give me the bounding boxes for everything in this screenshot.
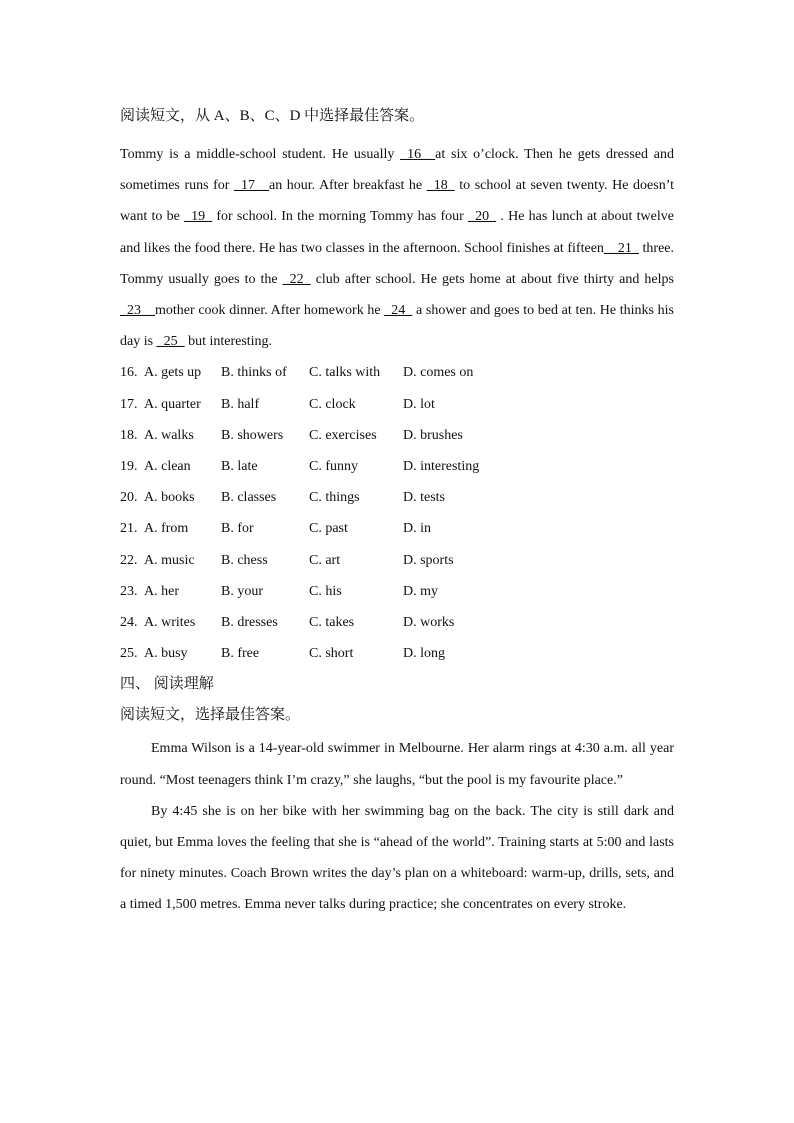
option-c: C. talks with	[309, 365, 381, 381]
option-b: B. free	[221, 646, 260, 662]
option-c: C. takes	[309, 614, 355, 630]
option-d: D. comes on	[403, 365, 474, 381]
reading-paragraph-2: By 4:45 she is on her bike with her swimming bag on the back. The city is still dark and quiet, but Emma loves the feeling that she is “ahead of the world”. Training starts at 5:00 and lasts for ninety minutes. Coach Brown writes the day’s plan on a whiteboard: warm-up, drills, sets, and a timed 1,500 metres. Emma never talks during practice; she concentrates on every stroke.	[120, 803, 674, 913]
question-row: 16. A. gets up B. thinks of C. talks with D. comes on	[120, 357, 674, 388]
question-row: 19. A. clean B. late C. funny D. interesting	[120, 451, 674, 482]
option-a: A. writes	[144, 614, 196, 630]
option-d: D. tests	[403, 490, 445, 506]
cloze-passage: Tommy is a middle-school student. He usually _16__at six o’clock. Then he gets dressed and sometimes runs for _17__an hour. After breakfast he _18_ to school at seven twenty. He doesn’t want to be _19_ for school. In the morning Tommy has four _20_ . He has lunch at about twelve and likes the food there. He has two classes in the afternoon. School finishes at fifteen__21_ three. Tommy usually goes to the _22_ club after school. He gets home at about five thirty and helps _23__mother cook dinner. After homework he _24_ a shower and goes to bed at ten. He thinks his day is _25_ but interesting.	[120, 147, 674, 350]
question-row: 21. A. from B. for C. past D. in	[120, 513, 674, 544]
option-c: C. exercises	[309, 427, 377, 443]
option-d: D. works	[403, 614, 455, 630]
question-list	[120, 357, 674, 669]
option-a: A. from	[144, 521, 189, 537]
option-c: C. his	[309, 583, 342, 599]
option-a: A. quarter	[144, 396, 201, 412]
option-c: C. past	[309, 521, 348, 537]
blank-20: _20_	[468, 209, 497, 225]
option-c: C. things	[309, 490, 360, 506]
worksheet-page	[120, 100, 674, 921]
option-c: C. short	[309, 646, 354, 662]
option-a: A. books	[144, 490, 195, 506]
question-row: 22. A. music B. chess C. art D. sports	[120, 545, 674, 576]
option-b: B. late	[221, 458, 258, 474]
question-row: 24. A. writes B. dresses C. takes D. works	[120, 607, 674, 638]
question-row: 20. A. books B. classes C. things D. tests	[120, 482, 674, 513]
blank-22: _22_	[282, 271, 311, 287]
question-row: 17. A. quarter B. half C. clock D. lot	[120, 389, 674, 420]
option-a: A. gets up	[144, 365, 202, 381]
option-d: D. in	[403, 521, 431, 537]
question-row: 25. A. busy B. free C. short D. long	[120, 638, 674, 669]
option-a: A. her	[144, 583, 179, 599]
option-d: D. my	[403, 583, 438, 599]
option-b: B. showers	[221, 427, 284, 443]
option-d: D. interesting	[403, 458, 480, 474]
option-b: B. dresses	[221, 614, 278, 630]
option-b: B. chess	[221, 552, 268, 568]
option-c: C. clock	[309, 396, 356, 412]
blank-19: _19_	[184, 209, 213, 225]
option-b: B. for	[221, 521, 254, 537]
blank-23: _23__	[120, 303, 155, 319]
option-d: D. sports	[403, 552, 454, 568]
section3-instruction: 阅读短文，从 A、B、C、D 中选择最佳答案。	[120, 108, 425, 124]
option-a: A. music	[144, 552, 195, 568]
option-b: B. classes	[221, 490, 277, 506]
section4-instruction: 阅读短文，选择最佳答案。	[120, 707, 301, 724]
option-c: C. art	[309, 552, 341, 568]
option-a: A. walks	[144, 427, 194, 443]
blank-17: _17__	[234, 178, 269, 194]
reading-paragraph-1: Emma Wilson is a 14-year-old swimmer in Melbourne. Her alarm rings at 4:30 a.m. all year round. “Most teenagers think I’m crazy,” she laughs, “but the pool is my favourite place.”	[120, 741, 674, 788]
question-row: 18. A. walks B. showers C. exercises D. brushes	[120, 420, 674, 451]
option-d: D. brushes	[403, 427, 463, 443]
section4-title: 四、 阅读理解	[120, 676, 214, 693]
option-d: D. long	[403, 646, 445, 662]
blank-21: __21_	[603, 240, 639, 256]
blank-25: _25_	[156, 334, 185, 350]
blank-18: _18_	[426, 178, 455, 194]
option-b: B. half	[221, 396, 260, 412]
option-d: D. lot	[403, 396, 435, 412]
option-a: A. clean	[144, 458, 191, 474]
option-b: B. your	[221, 583, 263, 599]
option-b: B. thinks of	[221, 365, 287, 381]
option-a: A. busy	[144, 646, 188, 662]
option-c: C. funny	[309, 458, 358, 474]
question-row: 23. A. her B. your C. his D. my	[120, 576, 674, 607]
blank-24: _24_	[384, 303, 413, 319]
blank-16: _16__	[400, 147, 436, 162]
